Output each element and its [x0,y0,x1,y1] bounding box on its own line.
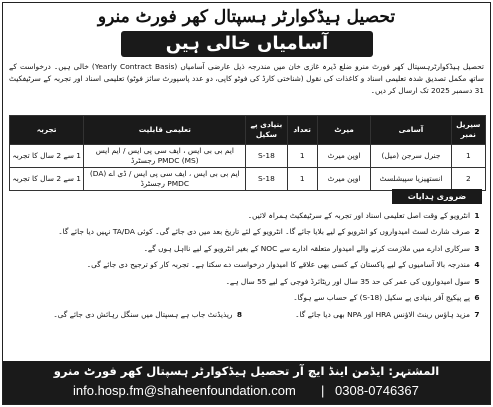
contact-email[interactable]: info.hosp.fm@shaheenfoundation.com [73,383,296,398]
list-item [9,273,484,290]
list-item [9,207,484,224]
contact-phone[interactable]: 0308-0746367 [335,383,419,398]
list-item [9,290,484,307]
cell-serial: 2 [451,168,485,191]
list-item [9,240,484,257]
header-post: آسامی [371,116,451,145]
header-qualification: تعلیمی قابلیت [84,116,246,145]
cell-experience: 1 سے 2 سال کا تجربہ [10,145,84,168]
cell-post: انستھیزیا سپیشلسٹ [371,168,451,191]
cell-post: جنرل سرجن (میل) [371,145,451,168]
advertiser-line: المشتہر: ایڈمن اینڈ ایچ آر تحصیل ہیڈکوارٹر ہسپتال کھر فورٹ منرو [53,364,440,378]
item-text: صرف شارٹ لسٹ امیدواروں کو انٹرویو کے لیے بلایا جائے گا۔ انٹرویو کے لئے تاریخ بعد میں دی جائے گی۔ کوئی TA/DA نہیں دیا جائے گا۔ [58,227,470,237]
header-scale: بنیادی پے سکیل [246,116,287,145]
instructions-heading: ضروری ہدایات [392,189,482,204]
cell-scale: S-18 [246,145,287,168]
cell-experience: 1 سے 2 سال کا تجربہ [10,168,84,191]
list-item [9,257,484,274]
cell-qualification: ایم بی بی ایس ، ایف سی پی ایس / ایم ایس (MS) PMDC رجسٹرڈ [84,145,246,168]
header-serial: سیریل نمبر [451,116,485,145]
contact-separator: | [321,383,325,398]
item-number: 8 [236,309,243,319]
table-row [10,145,486,168]
list-item [9,306,484,323]
item-text: سول امیدواروں کی عمر کی حد 35 سال اور ریٹائرڈ فوجی کے لیے 55 سال ہے۔ [225,276,470,286]
table-header-row [10,116,486,145]
vacancies-table [9,115,486,191]
item-number: 3 [474,243,480,253]
item-number: 4 [474,260,480,270]
cell-count: 1 [287,168,317,191]
footer-contact-bar [3,361,490,404]
cell-merit: اوپن میرٹ [317,168,371,191]
item-number: 7 [474,309,480,319]
intro-paragraph: تحصیل ہیڈکوارٹرہسپتال کھر فورٹ منرو ضلع ڈیرہ غازی خان میں مندرجہ ذیل عارضی آسامیاں (Yearly Contract Basis) خالی ہیں۔ درخواست کے ساتھ مکمل تصدیق شدہ تعلیمی اسناد و کاغذات کی نقول (شناختی کارڈ کی فوٹو کاپی، دو عدد پاسپورٹ سائز فوٹو) تعلیمی اسناد اور تجربہ کے سرٹیفکیٹ 31 دسمبر 2025 تک ارسال کر دیں۔ [9,62,484,95]
item-text: مزید ہاؤس رینٹ الاؤنس HRA اور NPA بھی دیا جائے گا۔ [295,309,470,319]
item-number: 5 [474,276,480,286]
table-row [10,168,486,191]
vacancies-banner: آسامیاں خالی ہیں [121,31,373,57]
header-merit: میرٹ [317,116,371,145]
cell-merit: اوپن میرٹ [317,145,371,168]
cell-count: 1 [287,145,317,168]
header-count: تعداد [287,116,317,145]
item-text: مندرجہ بالا آسامیوں کے لیے پاکستان کے کسی بھی علاقے کا امیدوار درخواست دے سکتا ہے۔ تجربہ کار کو ترجیح دی جائے گی۔ [86,260,470,270]
hospital-title: تحصیل ہیڈکوارٹر ہسپتال کھر فورٹ منرو [97,7,396,27]
item-text: ریذیڈنٹ جاب ہے ہسپتال میں سنگل رہائش دی جائے گی۔ [53,309,233,319]
cell-qualification: ایم بی بی ایس ، ایف سی پی ایس / ڈی اے (DA) PMDC رجسٹرڈ [84,168,246,191]
item-text: انٹرویو کے وقت اصل تعلیمی اسناد اور تجربہ کے سرٹیفکیٹ ہمراہ لائیں۔ [247,210,470,220]
item-number: 1 [474,210,480,220]
item-text: پے پیکیج آفر بنیادی پے سکیل (S-18) کے حساب سے ہوگا۔ [293,293,470,303]
item-number: 2 [474,227,480,237]
item-text: سرکاری ادارے میں ملازمت کرنے والے امیدوار متعلقہ ادارے سے NOC کے بغیر انٹرویو کے لیے نااہل ہوں گے۔ [143,243,470,253]
item-number: 6 [474,293,480,303]
cell-scale: S-18 [246,168,287,191]
list-item [9,224,484,241]
job-advertisement [2,2,491,405]
instructions-list [9,207,484,323]
header-experience: تجربہ [10,116,84,145]
cell-serial: 1 [451,145,485,168]
